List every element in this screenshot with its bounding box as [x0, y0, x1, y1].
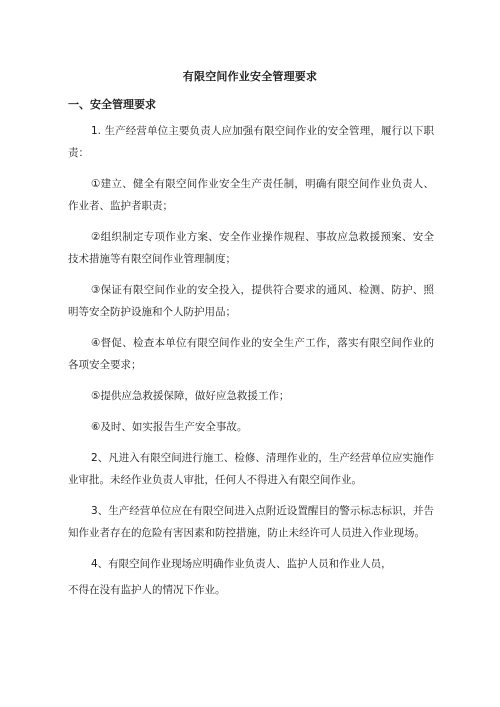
- paragraph-4: 4、有限空间作业现场应明确作业负责人、监护人员和作业人员，: [91, 558, 392, 570]
- paragraph-duty-6: ⑥及时、如实报告生产安全事故。: [91, 421, 248, 433]
- paragraph-duty-5: ⑤提供应急救援保障，做好应急救援工作；: [91, 390, 290, 402]
- paragraph-2: 2、凡进入有限空间进行施工、检修、清理作业的，生产经营单位应实施作业审批。未经作业负责人审批，任何人不得进入有限空间作业。: [68, 452, 434, 486]
- paragraph-duty-2: ②组织制定专项作业方案、安全作业操作规程、事故应急救援预案、安全技术措施等有限空间作业管理制度；: [68, 231, 434, 265]
- section-heading: 一、安全管理要求: [68, 98, 156, 111]
- paragraph-duty-1: ①建立、健全有限空间作业安全生产责任制，明确有限空间作业负责人、作业者、监护者职责；: [68, 178, 434, 212]
- paragraph-duty-3: ③保证有限空间作业的安全投入，提供符合要求的通风、检测、防护、照明等安全防护设施和个人防护用品；: [68, 284, 434, 318]
- paragraph-1: 1. 生产经营单位主要负责人应加强有限空间作业的安全管理，履行以下职责：: [68, 125, 434, 159]
- document-body: [68, 120, 434, 601]
- paragraph-3: 3、生产经营单位应在有限空间进入点附近设置醒目的警示标志标识，并告知作业者存在的危险有害因素和防控措施，防止未经许可人员进入作业现场。: [68, 505, 434, 539]
- paragraph-4-continuation: 不得在没有监护人的情况下作业。: [68, 584, 226, 596]
- paragraph-duty-4: ④督促、检查本单位有限空间作业的安全生产工作，落实有限空间作业的各项安全要求；: [68, 337, 434, 371]
- document-title: 有限空间作业安全管理要求: [182, 70, 318, 83]
